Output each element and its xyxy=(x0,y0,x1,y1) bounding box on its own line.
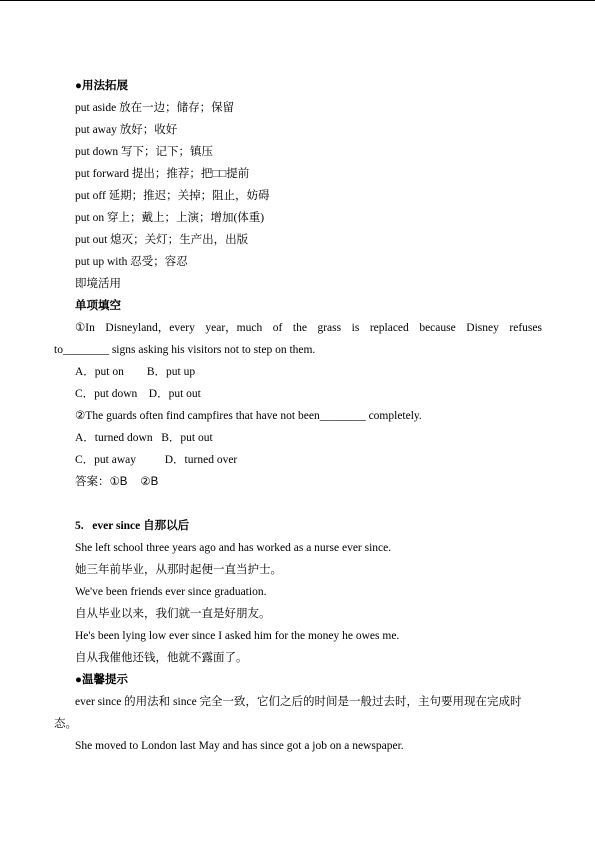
question-word: replaced xyxy=(369,322,409,334)
question-1-options-ab: A．put on B．put up xyxy=(75,366,196,378)
single-choice-heading: 单项填空 xyxy=(75,300,121,312)
item-5-heading: 5. ever since 自那以后 xyxy=(75,520,190,532)
question-2-options-cd: C．put away D．turned over xyxy=(75,454,238,466)
question-2: ②The guards often find campfires that have not been________ completely. xyxy=(75,410,422,422)
tip-text-line-1: ever since 的用法和 since 完全一致，它们之后的时间是一般过去时，主句要用现在完成时 xyxy=(75,696,522,708)
usage-item: put aside 放在一边；储存；保留 xyxy=(75,102,235,114)
question-1-line-1 xyxy=(75,321,542,335)
usage-item: put up with 忍受；容忍 xyxy=(75,256,188,268)
header-rule xyxy=(0,0,595,1)
question-word: year，much xyxy=(205,322,263,334)
question-word: ①In xyxy=(75,322,95,334)
question-word: refuses xyxy=(509,322,542,334)
usage-item: put forward 提出；推荐；把□□提前 xyxy=(75,168,250,180)
question-word: because xyxy=(419,322,456,334)
tip-heading: ●温馨提示 xyxy=(75,674,128,686)
question-word: Disney xyxy=(466,322,499,334)
example-translation: 自从毕业以来，我们就一直是好朋友。 xyxy=(75,608,271,620)
usage-item: put off 延期；推迟；关掉；阻止，妨碍 xyxy=(75,190,270,202)
usage-item: put out 熄灭；关灯；生产出，出版 xyxy=(75,234,249,246)
example-sentence: We've been friends ever since graduation. xyxy=(75,586,267,598)
question-word: grass xyxy=(317,322,342,334)
example-sentence: He's been lying low ever since I asked him for the money he owes me. xyxy=(75,630,400,642)
example-translation: 她三年前毕业，从那时起便一直当护士。 xyxy=(75,564,282,576)
question-1-options-cd: C．put down D．put out xyxy=(75,388,201,400)
question-word: Disneyland，every xyxy=(105,322,195,334)
question-2-options-ab: A．turned down B．put out xyxy=(75,432,213,444)
usage-heading: ●用法拓展 xyxy=(75,80,128,92)
tip-text-line-2: 态。 xyxy=(54,718,77,730)
usage-item: put down 写下；记下；镇压 xyxy=(75,146,213,158)
question-word: is xyxy=(351,322,360,334)
usage-item: put on 穿上；戴上；上演；增加(体重) xyxy=(75,212,265,224)
example-sentence: She left school three years ago and has worked as a nurse ever since. xyxy=(75,542,392,554)
question-word: the xyxy=(292,322,307,334)
question-1-line-2: to________ signs asking his visitors not to step on them. xyxy=(54,344,316,356)
example-translation: 自从我催他还钱，他就不露面了。 xyxy=(75,652,248,664)
practice-heading: 即境活用 xyxy=(75,278,121,290)
question-word: of xyxy=(272,322,283,334)
usage-item: put away 放好；收好 xyxy=(75,124,178,136)
tip-example: She moved to London last May and has since got a job on a newspaper. xyxy=(75,740,404,752)
answer-line: 答案：①B ②B xyxy=(75,476,159,488)
